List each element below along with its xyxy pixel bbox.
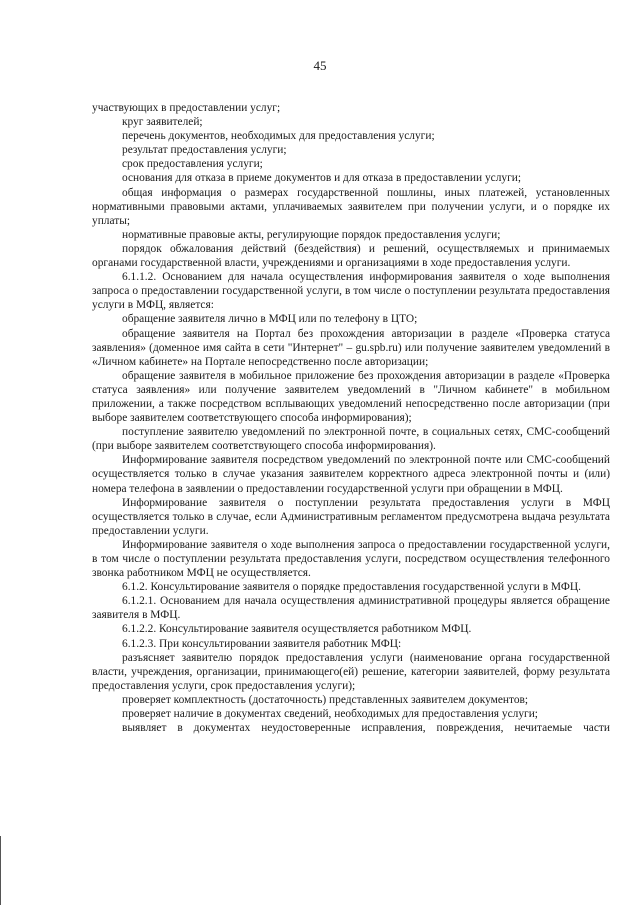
paragraph: поступление заявителю уведомлений по электронной почте, в социальных сетях, СМС-сообщений (при выборе заявителем соответствующего способа информирования). bbox=[92, 426, 610, 453]
paragraph: проверяет комплектность (достаточность) представленных заявителем документов; bbox=[122, 693, 529, 706]
paragraph: Информирование заявителя о ходе выполнения запроса о предоставлении государственной услуги, в том числе о поступлении результата предоставления услуги, посредством осуществления телефонного звонка работником МФЦ не осуществляется. bbox=[92, 538, 610, 580]
paragraph: Информирование заявителя о поступлении результата предоставления услуги в МФЦ осуществляется только в случае, если Административным регламентом предусмотрена выдача результата предоставлении услуги. bbox=[92, 496, 610, 537]
paragraph: перечень документов, необходимых для предоставления услуги; bbox=[122, 130, 435, 143]
paragraph: 6.1.2.3. При консультировании заявителя работник МФЦ: bbox=[122, 637, 402, 650]
paragraph: результат предоставления услуги; bbox=[122, 144, 287, 157]
paragraph: 6.1.2.1. Основанием для начала осуществления административной процедуры является обращение заявителя в МФЦ. bbox=[92, 595, 610, 622]
paragraph: участвующих в предоставлении услуг; bbox=[92, 102, 281, 114]
document-body bbox=[92, 101, 610, 735]
paragraph: нормативные правовые акты, регулирующие порядок предоставления услуги; bbox=[122, 228, 501, 241]
paragraph: Информирование заявителя посредством уведомлений по электронной почте или СМС-сообщений осуществляется только в случае указания заявителем корректного адреса электронной почты и (или) номера телефона в заявлении о предоставлении государственной услуги при обращении в МФЦ. bbox=[92, 454, 610, 495]
paragraph: основания для отказа в приеме документов и для отказа в предоставлении услуги; bbox=[122, 172, 522, 185]
scan-edge-mark bbox=[0, 836, 1, 905]
page-number: 45 bbox=[313, 58, 327, 73]
paragraph: 6.1.2.2. Консультирование заявителя осуществляется работником МФЦ. bbox=[122, 623, 472, 636]
paragraph: срок предоставления услуги; bbox=[122, 158, 263, 171]
paragraph: общая информация о размерах государственной пошлины, иных платежей, установленных нормативными правовыми актами, уплачиваемых заявителем при получении услуги, и о порядке их уплаты; bbox=[92, 186, 610, 227]
paragraph: 6.1.2. Консультирование заявителя о порядке предоставления государственной услуги в МФЦ. bbox=[122, 581, 581, 594]
paragraph: 6.1.1.2. Основанием для начала осуществления информирования заявителя о ходе выполнения запроса о предоставлении государственной услуги, в том числе о поступлении результата предоставления услуги в МФЦ, является: bbox=[92, 271, 610, 312]
paragraph: круг заявителей; bbox=[122, 116, 203, 129]
paragraph: обращение заявителя в мобильное приложение без прохождения авторизации в разделе «Проверка статуса заявления» или получение заявителем уведомлений в "Личном кабинете" в мобильном приложении, а также посредством всплывающих уведомлений непосредственно после авторизации (при выборе заявителем соответствующего способа информирования); bbox=[92, 369, 610, 425]
paragraph: разъясняет заявителю порядок предоставления услуги (наименование органа государственной власти, учреждения, организации, принимающего(ей) решение, категории заявителей, форму результата предоставления услуги, срок предоставления услуги); bbox=[92, 651, 610, 692]
paragraph: проверяет наличие в документах сведений, необходимых для предоставления услуги; bbox=[122, 708, 538, 721]
paragraph: порядок обжалования действий (бездействия) и решений, осуществляемых и принимаемых органами государственной власти, учреждениями и организациями в ходе предоставления услуги. bbox=[92, 242, 610, 270]
paragraph: выявляет в документах неудостоверенные исправления, повреждения, нечитаемые части bbox=[122, 722, 610, 735]
paragraph: обращение заявителя на Портал без прохождения авторизации в разделе «Проверка статуса заявления» (доменное имя сайта в сети "Интернет" – gu.spb.ru) или получение заявителем уведомлений в «Личном кабинете» на Портале непосредственно после авторизации; bbox=[92, 327, 610, 368]
paragraph: обращение заявителя лично в МФЦ или по телефону в ЦТО; bbox=[122, 313, 418, 326]
